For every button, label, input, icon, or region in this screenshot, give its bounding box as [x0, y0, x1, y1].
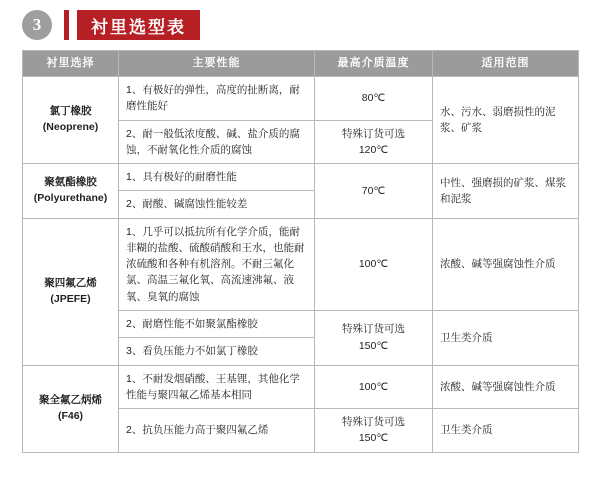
step-badge: 3 [22, 10, 52, 40]
table-row [23, 365, 579, 409]
cell-temperature: 100℃ [315, 218, 433, 310]
column-header-performance: 主要性能 [119, 51, 315, 77]
table-row [23, 218, 579, 310]
cell-lining-f46 [23, 365, 119, 452]
lining-name-en: (F46) [57, 409, 84, 422]
cell-temperature: 100℃ [315, 365, 433, 409]
cell-performance: 2、抗负压能力高于聚四氟乙烯 [119, 409, 315, 453]
cell-performance: 2、耐酸、碱腐蚀性能较差 [119, 191, 315, 218]
cell-scope: 卫生类介质 [433, 310, 579, 365]
cell-lining-jpefe [23, 218, 119, 365]
cell-performance: 2、耐磨性能不如聚氯酯橡胶 [119, 310, 315, 337]
cell-lining-polyurethane [23, 164, 119, 219]
cell-scope: 中性、强磨损的矿浆、煤浆和泥浆 [433, 164, 579, 219]
table-row [23, 164, 579, 191]
cell-scope: 浓酸、碱等强腐蚀性介质 [433, 365, 579, 409]
cell-temperature: 70℃ [315, 164, 433, 219]
cell-performance: 1、具有极好的耐磨性能 [119, 164, 315, 191]
table-row [23, 77, 579, 121]
cell-scope: 水、污水、弱磨损性的泥浆、矿浆 [433, 77, 579, 164]
section-header [22, 8, 200, 42]
cell-temperature: 特殊订货可选 150℃ [315, 310, 433, 365]
lining-name-cn: 氯丁橡胶 [49, 105, 92, 118]
cell-temperature: 特殊订货可选 120℃ [315, 120, 433, 164]
column-header-scope: 适用范围 [433, 51, 579, 77]
lining-selection-table [22, 50, 579, 453]
cell-performance: 3、看负压能力不如氯丁橡胶 [119, 338, 315, 365]
title-wrap [64, 10, 200, 40]
column-header-max-temperature: 最高介质温度 [315, 51, 433, 77]
cell-scope: 卫生类介质 [433, 409, 579, 453]
lining-name-en: (JPEFE) [50, 292, 91, 305]
lining-name-cn: 聚全氟乙炳烯 [39, 393, 102, 406]
cell-performance: 1、几乎可以抵抗所有化学介质，能耐非糊的盐酸、硫酸硝酸和王水，也能耐浓硫酸和各种有机溶剂。不耐三氟化氯、高温三氟化氧、高流速沸氟、液氧、臭氧的腐蚀 [119, 218, 315, 310]
cell-lining-neoprene [23, 77, 119, 164]
cell-temperature: 80℃ [315, 77, 433, 121]
cell-scope: 浓酸、碱等强腐蚀性介质 [433, 218, 579, 310]
table-body [23, 77, 579, 453]
lining-name-en: (Neoprene) [42, 121, 99, 134]
cell-performance: 1、有极好的弹性，高度的扯断离，耐磨性能好 [119, 77, 315, 121]
page-title: 衬里选型表 [77, 10, 200, 40]
lining-name-cn: 聚四氟乙烯 [44, 276, 97, 289]
lining-name-en: (Polyurethane) [33, 191, 108, 204]
cell-performance: 2、耐一般低浓度酸、碱、盐介质的腐蚀，不耐氧化性介质的腐蚀 [119, 120, 315, 164]
table-header-row [23, 51, 579, 77]
cell-performance: 1、不耐发烟硝酸、王基锂，其他化学性能与聚四氟乙烯基本相同 [119, 365, 315, 409]
title-accent-bar [64, 10, 69, 40]
table-header [23, 51, 579, 77]
column-header-lining: 衬里选择 [23, 51, 119, 77]
lining-name-cn: 聚氨酯橡胶 [44, 176, 97, 189]
cell-temperature: 特殊订货可选 150℃ [315, 409, 433, 453]
